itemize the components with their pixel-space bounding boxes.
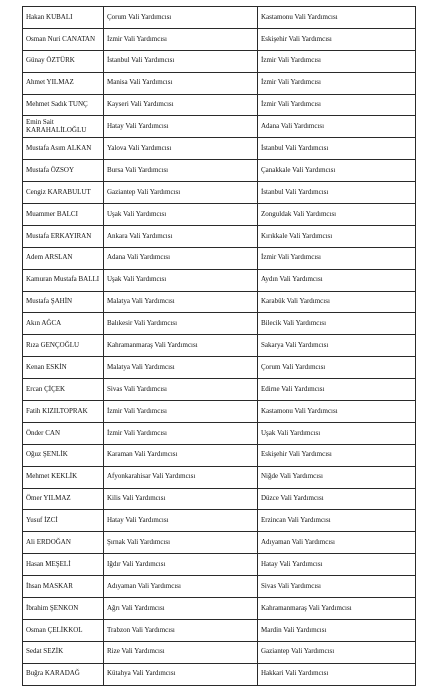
- person-name-cell: Ali ERDOĞAN: [23, 532, 104, 554]
- new-post-cell: Kahramanmaraş Vali Yardımcısı: [258, 598, 416, 620]
- current-post-cell: Kütahya Vali Yardımcısı: [104, 663, 258, 685]
- current-post-cell: Adıyaman Vali Yardımcısı: [104, 576, 258, 598]
- table-row: [23, 641, 416, 663]
- person-name-cell: Ahmet YILMAZ: [23, 72, 104, 94]
- person-name-cell: Buğra KARADAĞ: [23, 663, 104, 685]
- table-row: [23, 313, 416, 335]
- person-name-cell: Mustafa ERKAYIRAN: [23, 225, 104, 247]
- new-post-cell: Sakarya Vali Yardımcısı: [258, 335, 416, 357]
- new-post-cell: İzmir Vali Yardımcısı: [258, 94, 416, 116]
- person-name-cell: Günay ÖZTÜRK: [23, 50, 104, 72]
- current-post-cell: Sivas Vali Yardımcısı: [104, 379, 258, 401]
- new-post-cell: Karabük Vali Yardımcısı: [258, 291, 416, 313]
- new-post-cell: Düzce Vali Yardımcısı: [258, 488, 416, 510]
- table-row: [23, 510, 416, 532]
- current-post-cell: Iğdır Vali Yardımcısı: [104, 554, 258, 576]
- new-post-cell: Mardin Vali Yardımcısı: [258, 619, 416, 641]
- new-post-cell: Kırıkkale Vali Yardımcısı: [258, 225, 416, 247]
- current-post-cell: İzmir Vali Yardımcısı: [104, 401, 258, 423]
- new-post-cell: Eskişehir Vali Yardımcısı: [258, 444, 416, 466]
- table-row: [23, 138, 416, 160]
- new-post-cell: Kastamonu Vali Yardımcısı: [258, 7, 416, 29]
- current-post-cell: Karaman Vali Yardımcısı: [104, 444, 258, 466]
- table-row: [23, 225, 416, 247]
- table-row: [23, 532, 416, 554]
- new-post-cell: Hatay Vali Yardımcısı: [258, 554, 416, 576]
- table-row: [23, 576, 416, 598]
- person-name-cell: Cengiz KARABULUT: [23, 182, 104, 204]
- current-post-cell: Hatay Vali Yardımcısı: [104, 510, 258, 532]
- current-post-cell: Kahramanmaraş Vali Yardımcısı: [104, 335, 258, 357]
- person-name-cell: Osman ÇELİKKOL: [23, 619, 104, 641]
- current-post-cell: Afyonkarahisar Vali Yardımcısı: [104, 466, 258, 488]
- new-post-cell: Uşak Vali Yardımcısı: [258, 422, 416, 444]
- current-post-cell: Hatay Vali Yardımcısı: [104, 116, 258, 138]
- current-post-cell: Kayseri Vali Yardımcısı: [104, 94, 258, 116]
- table-row: [23, 247, 416, 269]
- new-post-cell: Adıyaman Vali Yardımcısı: [258, 532, 416, 554]
- new-post-cell: Çanakkale Vali Yardımcısı: [258, 160, 416, 182]
- table-row: [23, 7, 416, 29]
- person-name-cell: Kamuran Mustafa BALLI: [23, 269, 104, 291]
- person-name-cell: İbrahim ŞENKON: [23, 598, 104, 620]
- table-row: [23, 94, 416, 116]
- table-row: [23, 72, 416, 94]
- current-post-cell: Malatya Vali Yardımcısı: [104, 357, 258, 379]
- person-name-cell: Mustafa ÖZSOY: [23, 160, 104, 182]
- current-post-cell: Çorum Vali Yardımcısı: [104, 7, 258, 29]
- person-name-cell: Osman Nuri CANATAN: [23, 28, 104, 50]
- new-post-cell: İstanbul Vali Yardımcısı: [258, 138, 416, 160]
- current-post-cell: Trabzon Vali Yardımcısı: [104, 619, 258, 641]
- appointments-table-body: [23, 7, 416, 686]
- table-row: [23, 466, 416, 488]
- person-name-cell: Oğuz ŞENLİK: [23, 444, 104, 466]
- current-post-cell: İzmir Vali Yardımcısı: [104, 422, 258, 444]
- current-post-cell: Adana Vali Yardımcısı: [104, 247, 258, 269]
- current-post-cell: Uşak Vali Yardımcısı: [104, 269, 258, 291]
- person-name-cell: Adem ARSLAN: [23, 247, 104, 269]
- new-post-cell: Eskişehir Vali Yardımcısı: [258, 28, 416, 50]
- person-name-cell: Muammer BALCI: [23, 204, 104, 226]
- person-name-cell: İhsan MASKAR: [23, 576, 104, 598]
- new-post-cell: Niğde Vali Yardımcısı: [258, 466, 416, 488]
- new-post-cell: İzmir Vali Yardımcısı: [258, 72, 416, 94]
- current-post-cell: Kilis Vali Yardımcısı: [104, 488, 258, 510]
- new-post-cell: Adana Vali Yardımcısı: [258, 116, 416, 138]
- current-post-cell: Malatya Vali Yardımcısı: [104, 291, 258, 313]
- table-row: [23, 182, 416, 204]
- new-post-cell: Edirne Vali Yardımcısı: [258, 379, 416, 401]
- new-post-cell: Kastamonu Vali Yardımcısı: [258, 401, 416, 423]
- new-post-cell: Gaziantep Vali Yardımcısı: [258, 641, 416, 663]
- current-post-cell: Manisa Vali Yardımcısı: [104, 72, 258, 94]
- appointments-table: [22, 6, 416, 686]
- person-name-cell: Yusuf İZCİ: [23, 510, 104, 532]
- table-row: [23, 204, 416, 226]
- table-row: [23, 598, 416, 620]
- person-name-cell: Önder CAN: [23, 422, 104, 444]
- new-post-cell: Bilecik Vali Yardımcısı: [258, 313, 416, 335]
- table-row: [23, 269, 416, 291]
- table-row: [23, 488, 416, 510]
- table-row: [23, 619, 416, 641]
- person-name-cell: Hakan KUBALI: [23, 7, 104, 29]
- current-post-cell: Balıkesir Vali Yardımcısı: [104, 313, 258, 335]
- table-row: [23, 379, 416, 401]
- person-name-cell: Sedat SEZİK: [23, 641, 104, 663]
- table-row: [23, 50, 416, 72]
- table-row: [23, 28, 416, 50]
- table-row: [23, 663, 416, 685]
- person-name-cell: Kenan ESKİN: [23, 357, 104, 379]
- person-name-cell: Ömer YILMAZ: [23, 488, 104, 510]
- new-post-cell: Hakkari Vali Yardımcısı: [258, 663, 416, 685]
- person-name-cell: Mehmet KEKLİK: [23, 466, 104, 488]
- person-name-cell: Mustafa ŞAHİN: [23, 291, 104, 313]
- person-name-cell: Fatih KIZILTOPRAK: [23, 401, 104, 423]
- table-row: [23, 291, 416, 313]
- new-post-cell: İzmir Vali Yardımcısı: [258, 247, 416, 269]
- new-post-cell: İzmir Vali Yardımcısı: [258, 50, 416, 72]
- person-name-cell: Rıza GENÇOĞLU: [23, 335, 104, 357]
- new-post-cell: İstanbul Vali Yardımcısı: [258, 182, 416, 204]
- new-post-cell: Zonguldak Vali Yardımcısı: [258, 204, 416, 226]
- person-name-cell: Mustafa Asım ALKAN: [23, 138, 104, 160]
- person-name-cell: Hasan MEŞELİ: [23, 554, 104, 576]
- table-row: [23, 160, 416, 182]
- table-row: [23, 444, 416, 466]
- person-name-cell: Ercan ÇİÇEK: [23, 379, 104, 401]
- current-post-cell: Ankara Vali Yardımcısı: [104, 225, 258, 247]
- table-row: [23, 116, 416, 138]
- current-post-cell: Gaziantep Vali Yardımcısı: [104, 182, 258, 204]
- new-post-cell: Çorum Vali Yardımcısı: [258, 357, 416, 379]
- current-post-cell: Rize Vali Yardımcısı: [104, 641, 258, 663]
- person-name-cell: Mehmet Sadık TUNÇ: [23, 94, 104, 116]
- current-post-cell: İzmir Vali Yardımcısı: [104, 28, 258, 50]
- current-post-cell: Şırnak Vali Yardımcısı: [104, 532, 258, 554]
- current-post-cell: İstanbul Vali Yardımcısı: [104, 50, 258, 72]
- person-name-cell: Akın AĞCA: [23, 313, 104, 335]
- table-row: [23, 401, 416, 423]
- person-name-cell: Emin Sait KARAHALİLOĞLU: [23, 116, 104, 138]
- table-row: [23, 335, 416, 357]
- current-post-cell: Bursa Vali Yardımcısı: [104, 160, 258, 182]
- current-post-cell: Ağrı Vali Yardımcısı: [104, 598, 258, 620]
- current-post-cell: Uşak Vali Yardımcısı: [104, 204, 258, 226]
- current-post-cell: Yalova Vali Yardımcısı: [104, 138, 258, 160]
- new-post-cell: Erzincan Vali Yardımcısı: [258, 510, 416, 532]
- new-post-cell: Sivas Vali Yardımcısı: [258, 576, 416, 598]
- table-row: [23, 554, 416, 576]
- new-post-cell: Aydın Vali Yardımcısı: [258, 269, 416, 291]
- table-row: [23, 422, 416, 444]
- table-row: [23, 357, 416, 379]
